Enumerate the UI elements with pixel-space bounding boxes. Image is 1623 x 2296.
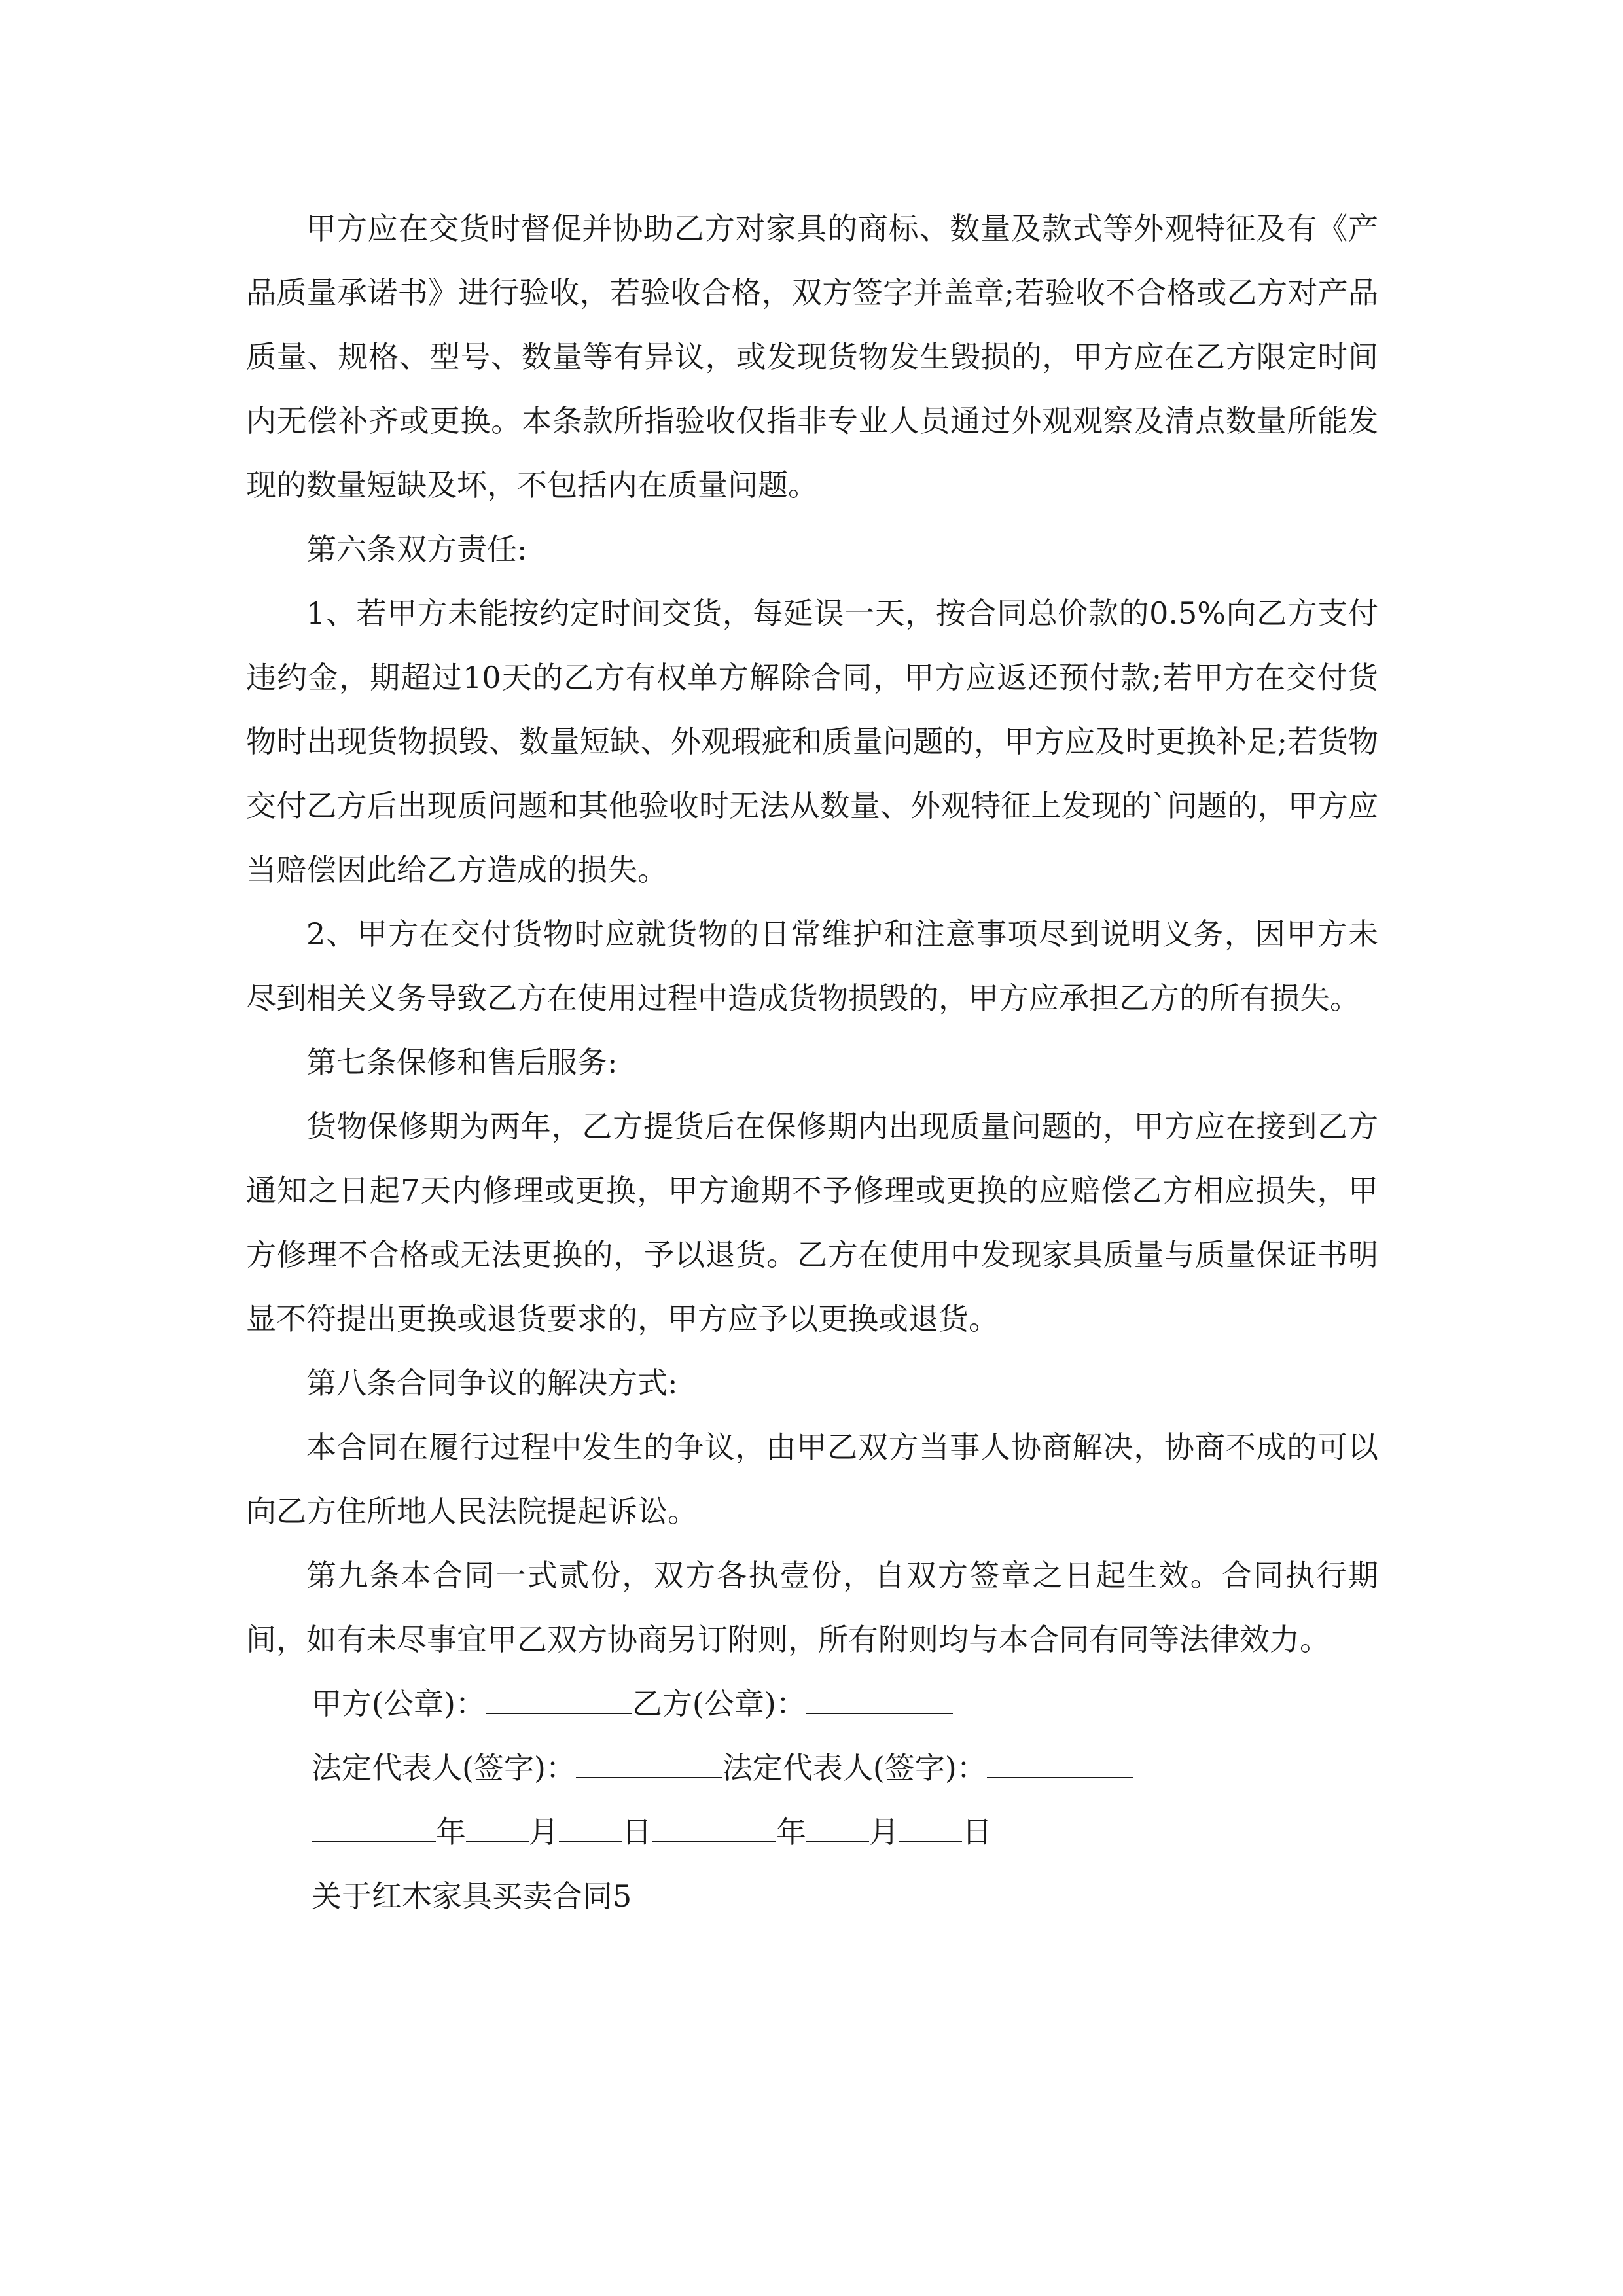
signature-date-row [246, 1800, 1378, 1864]
party-b-rep-label: 法定代表人(签字)： [722, 1750, 987, 1785]
paragraph-acceptance: 甲方应在交货时督促并协助乙方对家具的商标、数量及款式等外观特征及有《产品质量承诺书》进行验收，若验收合格，双方签字并盖章;若验收不合格或乙方对产品质量、规格、型号、数量等有异议，或发现货物发生毁损的，甲方应在乙方限定时间内无偿补齐或更换。本条款所指验收仅指非专业人员通过外观观察及清点数量所能发现的数量短缺及坏，不包括内在质量问题。 [246, 211, 1378, 503]
paragraph-article-9: 第九条本合同一式贰份，双方各执壹份，自双方签章之日起生效。合同执行期间，如有未尽事宜甲乙双方协商另订附则，所有附则均与本合同有同等法律效力。 [246, 1558, 1378, 1657]
date-b-year-blank [652, 1806, 776, 1842]
party-b-seal-label: 乙方(公章)： [632, 1686, 806, 1721]
next-contract-title: 关于红木家具买卖合同5 [312, 1878, 632, 1914]
party-a-seal-blank [486, 1677, 632, 1714]
party-b-seal-blank [806, 1677, 953, 1714]
date-b-month-label: 月 [869, 1814, 899, 1850]
date-a-month-blank [466, 1806, 529, 1842]
party-a-seal-label: 甲方(公章)： [312, 1686, 486, 1721]
signature-rep-row [246, 1736, 1378, 1800]
party-a-rep-label: 法定代表人(签字)： [312, 1750, 576, 1785]
date-b-month-blank [806, 1806, 869, 1842]
heading-article-6: 第六条双方责任: [306, 531, 527, 567]
date-b-year-label: 年 [776, 1814, 806, 1850]
date-a-day-blank [559, 1806, 622, 1842]
party-a-rep-blank [576, 1742, 722, 1778]
party-b-rep-blank [987, 1742, 1133, 1778]
document-body [246, 196, 1378, 1928]
heading-article-8: 第八条合同争议的解决方式: [306, 1365, 678, 1401]
paragraph-article-6-item-1: 1、若甲方未能按约定时间交货，每延误一天，按合同总价款的0.5%向乙方支付违约金，期超过10天的乙方有权单方解除合同，甲方应返还预付款;若甲方在交付货物时出现货物损毁、数量短缺、外观瑕疵和质量问题的，甲方应及时更换补足;若货物交付乙方后出现质问题和其他验收时无法从数量、外观特征上发现的`问题的，甲方应当赔偿因此给乙方造成的损失。 [246, 596, 1378, 888]
date-a-year-blank [312, 1806, 436, 1842]
date-b-day-blank [899, 1806, 962, 1842]
paragraph-article-8: 本合同在履行过程中发生的争议，由甲乙双方当事人协商解决，协商不成的可以向乙方住所地人民法院提起诉讼。 [246, 1429, 1378, 1529]
date-a-year-label: 年 [436, 1814, 466, 1850]
paragraph-article-6-item-2: 2、甲方在交付货物时应就货物的日常维护和注意事项尽到说明义务，因甲方未尽到相关义务导致乙方在使用过程中造成货物损毁的，甲方应承担乙方的所有损失。 [246, 916, 1378, 1016]
signature-seal-row [246, 1672, 1378, 1736]
heading-article-7: 第七条保修和售后服务: [306, 1045, 618, 1080]
date-b-day-label: 日 [962, 1814, 992, 1850]
date-a-day-label: 日 [622, 1814, 652, 1850]
paragraph-article-7: 货物保修期为两年，乙方提货后在保修期内出现质量问题的，甲方应在接到乙方通知之日起7天内修理或更换，甲方逾期不予修理或更换的应赔偿乙方相应损失，甲方修理不合格或无法更换的，予以退货。乙方在使用中发现家具质量与质量保证书明显不符提出更换或退货要求的，甲方应予以更换或退货。 [246, 1109, 1378, 1336]
date-a-month-label: 月 [529, 1814, 559, 1850]
